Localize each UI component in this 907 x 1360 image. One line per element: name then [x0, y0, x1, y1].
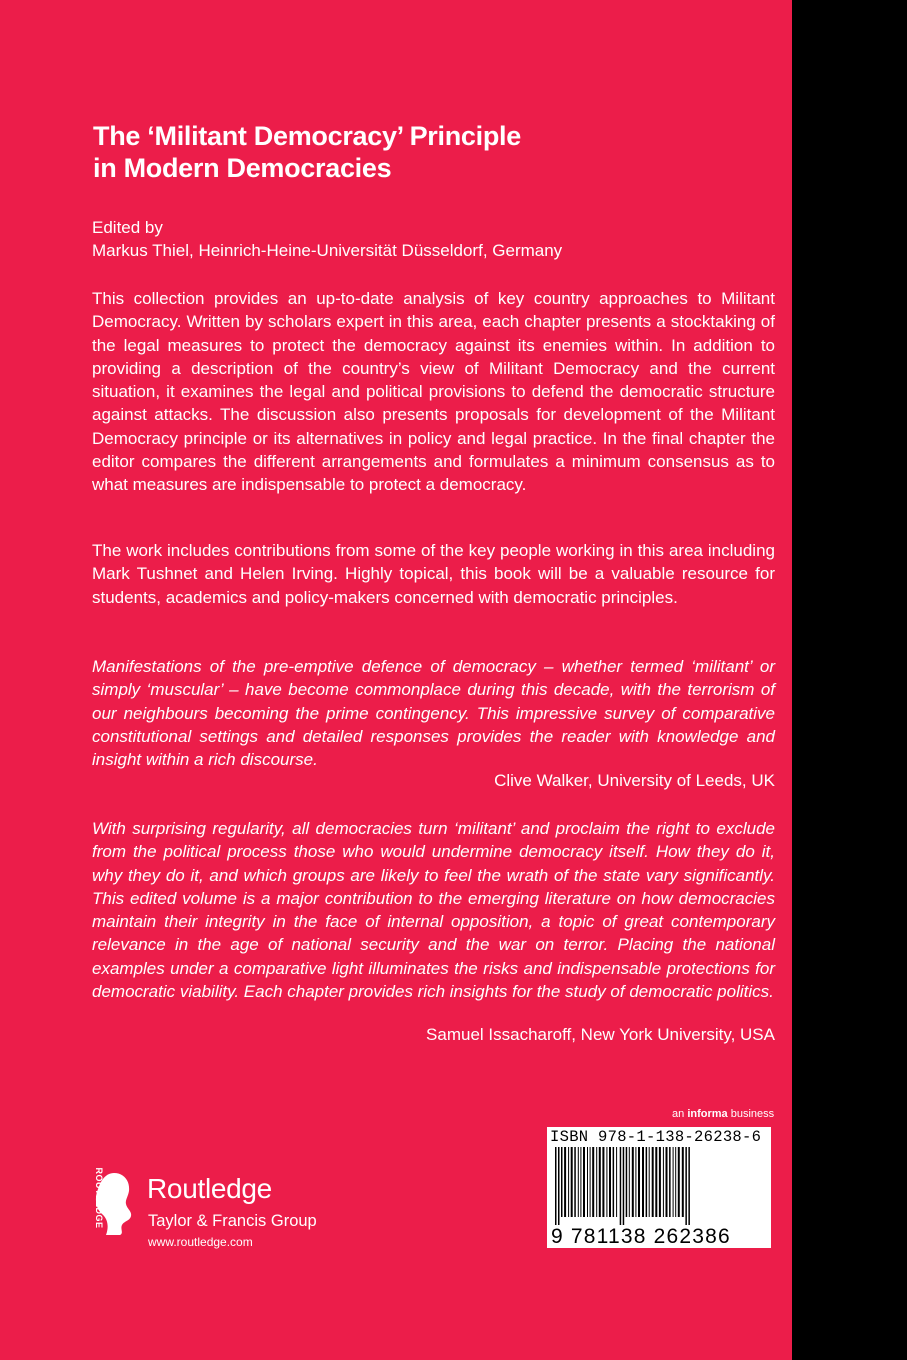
informa-tagline: [672, 1108, 774, 1120]
barcode-bar: [564, 1147, 566, 1217]
barcode-bar: [558, 1147, 560, 1225]
publisher-group: Taylor & Francis Group: [148, 1212, 317, 1230]
barcode-bar: [682, 1147, 684, 1217]
barcode-bar: [620, 1147, 622, 1225]
barcode-bar: [587, 1147, 588, 1217]
barcode-bar: [659, 1147, 661, 1217]
barcode-bar: [663, 1147, 664, 1217]
barcode-bar: [675, 1147, 676, 1217]
barcode-bar: [571, 1147, 573, 1217]
barcode-bar: [609, 1147, 611, 1217]
barcode-bar: [583, 1147, 585, 1217]
barcode-bar: [638, 1147, 640, 1217]
description-paragraph-2: The work includes contributions from some of the key people working in this area including Mark Tushnet and Helen Irving. Highly topical, this book will be a valuable resource for students, academics and policy-makers concerned with democratic principles.: [92, 541, 775, 607]
barcode-bar: [678, 1147, 680, 1217]
barcode-bars: [553, 1147, 765, 1225]
barcode-bar: [574, 1147, 576, 1217]
barcode-bar: [590, 1147, 591, 1217]
barcode-bar: [666, 1147, 668, 1217]
barcode-bar: [561, 1147, 563, 1217]
barcode-bar: [655, 1147, 657, 1217]
informa-brand: informa: [687, 1108, 728, 1120]
barcode-bar: [652, 1147, 654, 1217]
endorsement-attribution-2: Samuel Issacharoff, New York University, USA: [426, 1025, 775, 1044]
publisher-logo: [84, 1167, 324, 1252]
barcode-bar: [555, 1147, 557, 1225]
informa-prefix: an: [672, 1108, 685, 1120]
barcode-bar: [649, 1147, 650, 1217]
barcode-bar: [578, 1147, 579, 1217]
barcode-bar: [673, 1147, 674, 1217]
book-title: [93, 120, 733, 184]
barcode-bar: [626, 1147, 628, 1217]
description-paragraph-1: This collection provides an up-to-date analysis of key country approaches to Militant Democracy. Written by scholars expert in this area, each chapter presents a stocktaking of the legal measures to protect the democracy against its enemies within. In addition to providing a description of the country’s view of Militant Democracy and the current situation, it examines the legal and political provisions to defend the democratic structure against attacks. The discussion also presents proposals for development of the Militant Democracy principle or its alternatives in policy and legal practice. In the final chapter the editor compares the different arrangements and formulates a minimum consensus as to what measures are indispensable to protect a democracy.: [92, 289, 775, 495]
barcode-bar: [596, 1147, 597, 1217]
book-title-line-2: in Modern Democracies: [93, 153, 392, 183]
barcode-bar: [599, 1147, 601, 1217]
barcode-bar: [613, 1147, 615, 1217]
barcode-bar: [629, 1147, 630, 1217]
barcode-bar: [688, 1147, 690, 1225]
isbn-label: ISBN 978-1-138-26238-6: [550, 1128, 762, 1146]
publisher-name: Routledge: [147, 1173, 272, 1204]
publisher-url[interactable]: www.routledge.com: [148, 1235, 253, 1249]
barcode: [547, 1127, 771, 1248]
barcode-bar: [592, 1147, 594, 1217]
barcode-bar: [580, 1147, 581, 1217]
barcode-bar: [632, 1147, 634, 1217]
endorsement-quote-1: Manifestations of the pre-emptive defence of democracy – whether termed ‘militant’ or simply ‘muscular’ – have become commonplace during this decade, with the terrorism of our neighbours becoming the prime contingency. This impressive survey of comparative constitutional settings and detailed responses provides the reader with knowledge and insight within a rich discourse.: [92, 657, 775, 770]
informa-suffix: business: [730, 1108, 775, 1120]
barcode-number: 9 781138 262386: [551, 1225, 731, 1248]
publisher-vertical-wordmark: ROUTLEDGE: [94, 1167, 104, 1229]
endorsement-attribution-1: Clive Walker, University of Leeds, UK: [494, 771, 775, 790]
barcode-bar: [635, 1147, 636, 1217]
barcode-bar: [568, 1147, 569, 1217]
book-title-line-1: The ‘Militant Democracy’ Principle: [93, 121, 521, 151]
barcode-bar: [623, 1147, 625, 1225]
barcode-bar: [646, 1147, 648, 1217]
edited-by-label: Edited by: [92, 218, 163, 237]
editor-credit: [92, 216, 742, 262]
barcode-bar: [616, 1147, 617, 1217]
barcode-bar: [602, 1147, 604, 1217]
endorsement-quote-2: With surprising regularity, all democracies turn ‘militant’ and proclaim the right to exclude from the political process those who would undermine democracy itself. How they do it, why they do it, and which groups are likely to feel the wrath of the state vary significantly. This edited volume is a major contribution to the emerging literature on how democracies maintain their integrity in the face of internal opposition, a topic of great contemporary relevance in the age of national security and the war on terror. Placing the national examples under a comparative light illuminates the risks and indispensable protections for democratic viability. Each chapter provides rich insights for the study of democratic politics.: [92, 819, 775, 1002]
routledge-head-icon: [84, 1169, 136, 1237]
barcode-bar: [606, 1147, 607, 1217]
barcode-bar: [685, 1147, 687, 1225]
editor-name: Markus Thiel, Heinrich-Heine-Universität Düsseldorf, Germany: [92, 241, 563, 260]
barcode-bar: [642, 1147, 644, 1217]
barcode-bar: [669, 1147, 671, 1217]
